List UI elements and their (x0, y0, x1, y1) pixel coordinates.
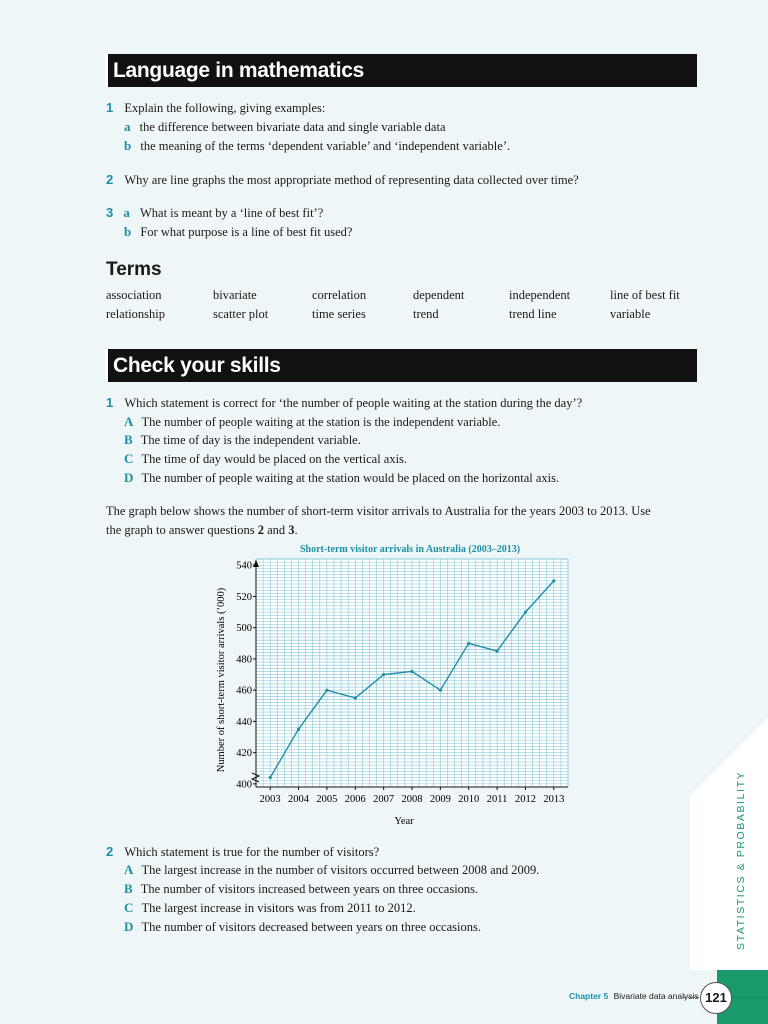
y-axis-label: Number of short-term visitor arrivals (’000) (216, 587, 227, 773)
x-tick-label: 2004 (288, 794, 310, 805)
y-tick-label: 500 (236, 623, 252, 635)
option-c (124, 451, 407, 467)
question-number: 3 (106, 205, 114, 220)
lang-q1-text: Explain the following, giving examples: (124, 101, 326, 115)
lang-q3a (106, 205, 323, 221)
x-axis-label: Year (394, 816, 414, 827)
option-b (124, 432, 361, 448)
side-tab-corner (690, 718, 768, 796)
data-point (524, 610, 527, 613)
option-text: The time of day would be placed on the vertical axis. (141, 452, 408, 466)
intro-bold: 3 (288, 523, 295, 537)
intro-bold: 2 (257, 523, 264, 537)
option-a (124, 414, 500, 430)
data-point (325, 689, 328, 692)
term: line of best fit (610, 288, 680, 302)
skills-q2-text: Which statement is true for the number of visitors? (124, 845, 380, 859)
term: independent (509, 288, 571, 302)
data-point (439, 689, 442, 692)
footer-chapter (569, 991, 699, 1001)
chapter-title: Bivariate data analysis (613, 991, 699, 1001)
part-letter: b (124, 138, 132, 153)
x-tick-label: 2006 (344, 794, 366, 805)
y-tick-label: 400 (236, 779, 252, 791)
x-tick-label: 2011 (486, 794, 508, 805)
x-axis-ticks (260, 787, 565, 805)
x-tick-label: 2013 (543, 794, 565, 805)
lang-q1b (124, 138, 510, 154)
x-tick-label: 2005 (316, 794, 338, 805)
part-letter: a (124, 119, 131, 134)
graph-intro-line1: The graph below shows the number of short-term visitor arrivals to Australia for the years 2003 to 2013. Use (106, 504, 651, 518)
term: scatter plot (213, 307, 269, 321)
y-tick-label: 440 (236, 716, 252, 728)
intro-text: and (263, 523, 289, 537)
terms-heading: Terms (106, 259, 162, 280)
data-point (495, 650, 498, 653)
term: variable (610, 307, 651, 321)
x-tick-label: 2003 (259, 794, 281, 805)
lang-q1a (124, 119, 446, 135)
y-axis-ticks (236, 561, 256, 791)
option-text: The time of day is the independent variable. (140, 433, 361, 447)
question-number: 2 (106, 844, 114, 859)
data-point (410, 670, 413, 673)
data-point (354, 696, 357, 699)
option-letter: C (124, 451, 134, 466)
option-text: The number of people waiting at the station would be placed on the horizontal axis. (141, 471, 560, 485)
term: time series (312, 307, 366, 321)
x-tick-label: 2008 (401, 794, 423, 805)
option-letter: B (124, 432, 133, 447)
chart-title: Short-term visitor arrivals in Australia (2003–2013) (299, 544, 521, 555)
y-tick-label: 420 (236, 748, 252, 760)
data-point (382, 673, 385, 676)
option-d (124, 919, 481, 935)
intro-text: the graph to answer questions (106, 523, 258, 537)
option-letter: A (124, 414, 134, 429)
term: relationship (106, 307, 166, 321)
question-number: 2 (106, 172, 114, 187)
side-tab (690, 796, 768, 970)
skills-q1 (106, 395, 582, 411)
y-tick-label: 460 (236, 685, 252, 697)
option-b (124, 881, 478, 897)
part-letter: b (124, 224, 132, 239)
term: bivariate (213, 288, 257, 302)
data-point (297, 728, 300, 731)
option-text: The number of people waiting at the station is the independent variable. (141, 415, 501, 429)
term: correlation (312, 288, 367, 302)
data-point (467, 642, 470, 645)
question-number: 1 (106, 395, 114, 410)
lang-q1 (106, 100, 325, 116)
y-tick-label: 520 (236, 591, 252, 603)
y-tick-label: 480 (236, 654, 252, 666)
option-d (124, 470, 559, 486)
x-tick-label: 2009 (429, 794, 451, 805)
data-point (552, 579, 555, 582)
lang-q3b-text: For what purpose is a line of best fit used? (140, 225, 353, 239)
data-point (269, 776, 272, 779)
option-letter: D (124, 919, 134, 934)
option-letter: A (124, 862, 134, 877)
option-text: The number of visitors decreased between years on three occasions. (141, 920, 481, 934)
option-letter: C (124, 900, 134, 915)
part-letter: a (123, 205, 130, 220)
option-letter: B (124, 881, 133, 896)
intro-text: . (294, 523, 298, 537)
footer-leader-right (733, 997, 768, 998)
term: trend line (509, 307, 557, 321)
x-tick-label: 2007 (373, 794, 395, 805)
x-tick-label: 2012 (514, 794, 536, 805)
option-text: The number of visitors increased between years on three occasions. (140, 882, 479, 896)
option-letter: D (124, 470, 134, 485)
option-c (124, 900, 416, 916)
skills-q2 (106, 844, 379, 860)
line-chart (200, 538, 580, 833)
footer-leader-left (683, 997, 699, 998)
lang-q2-text: Why are line graphs the most appropriate method of representing data collected over time? (124, 173, 579, 187)
chapter-number: Chapter 5 (569, 991, 609, 1001)
option-text: The largest increase in the number of visitors occurred between 2008 and 2009. (141, 863, 540, 877)
term: trend (413, 307, 439, 321)
x-tick-label: 2010 (458, 794, 480, 805)
question-number: 1 (106, 100, 114, 115)
lang-q1a-text: the difference between bivariate data and single variable data (139, 120, 446, 134)
skills-q1-text: Which statement is correct for ‘the number of people waiting at the station during the day’? (124, 396, 583, 410)
term: association (106, 288, 162, 302)
language-heading: Language in mathematics (105, 54, 697, 87)
option-a (124, 862, 539, 878)
graph-intro-line2 (106, 522, 298, 538)
lang-q3a-text: What is meant by a ‘line of best fit’? (139, 206, 324, 220)
lang-q2 (106, 172, 579, 188)
option-text: The largest increase in visitors was from 2011 to 2012. (141, 901, 416, 915)
skills-heading: Check your skills (105, 349, 697, 382)
page-number: 121 (700, 982, 732, 1014)
term: dependent (413, 288, 465, 302)
lang-q1b-text: the meaning of the terms ‘dependent variable’ and ‘independent variable’. (140, 139, 511, 153)
strand-label: STATISTICS & PROBABILITY (735, 770, 747, 950)
y-tick-label: 540 (236, 560, 252, 572)
lang-q3b (124, 224, 352, 240)
